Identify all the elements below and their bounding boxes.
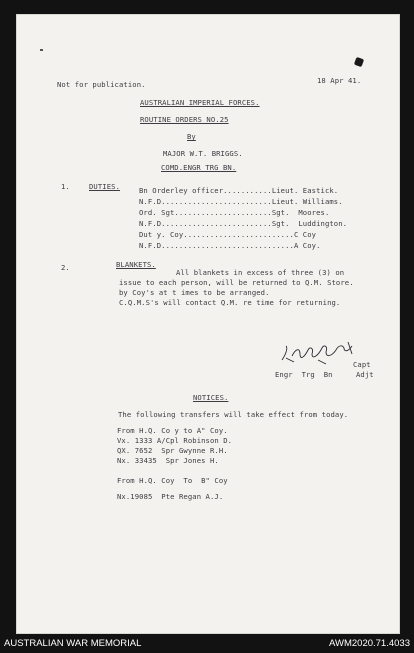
transfer-line: Nx. 33435 Spr Jones H. <box>117 456 219 465</box>
transfer-header: From H.Q. Co y to A" Coy. <box>117 426 228 435</box>
section-2-number: 2. <box>61 263 70 272</box>
archive-footer <box>0 634 414 653</box>
punch-hole-mark <box>354 57 364 67</box>
duty-line: N.F.D.........................Lieut. Williams. <box>139 197 343 206</box>
document-title: AUSTRALIAN IMPERIAL FORCES. <box>140 98 260 107</box>
blanket-line: by Coy's at t imes to be arranged. <box>119 288 270 297</box>
duty-line: Bn Orderley officer...........Lieut. Eastick. <box>139 186 339 195</box>
author-name: MAJOR W.T. BRIGGS. <box>163 149 243 158</box>
by-line: By <box>187 132 196 141</box>
section-1-heading: DUTIES. <box>89 182 120 191</box>
duty-line: N.F.D.........................Sgt. Luddington. <box>139 219 348 228</box>
duty-line: N.F.D..............................A Coy. <box>139 241 321 250</box>
blanket-line: All blankets in excess of three (3) on <box>176 268 345 277</box>
notices-heading: NOTICES. <box>193 393 229 402</box>
author-unit: COMD.ENGR TRG BN. <box>161 163 237 172</box>
transfer-line: QX. 7652 Spr Gwynne R.H. <box>117 446 228 455</box>
duty-line: Dut y. Coy.........................C Coy <box>139 230 317 239</box>
header-date: 18 Apr 41. <box>317 76 362 85</box>
blanket-line: issue to each person, will be returned to Q.M. Store. <box>119 278 354 287</box>
document-page <box>16 14 400 634</box>
paper-mark <box>40 49 43 51</box>
signature-role: Adjt <box>356 370 374 379</box>
order-title: ROUTINE ORDERS NO.25 <box>140 115 229 124</box>
transfer-line: Nx.19085 Pte Regan A.J. <box>117 492 224 501</box>
footer-institution: AUSTRALIAN WAR MEMORIAL <box>4 638 142 649</box>
header-left: Not for publication. <box>57 80 146 89</box>
section-1-number: 1. <box>61 182 70 191</box>
section-2-heading: BLANKETS. <box>116 260 156 269</box>
footer-accession-number: AWM2020.71.4033 <box>329 638 410 649</box>
transfer-line: Vx. 1333 A/Cpl Robinson D. <box>117 436 233 445</box>
signature-unit: Engr Trg Bn <box>275 370 333 379</box>
duty-line: Ord. Sgt......................Sgt. Moores. <box>139 208 330 217</box>
blanket-line: C.Q.M.S's will contact Q.M. re time for returning. <box>119 298 341 307</box>
signature-rank: Capt <box>353 360 371 369</box>
transfer-header: From H.Q. Coy To B" Coy <box>117 476 228 485</box>
notices-intro: The following transfers will take effect from today. <box>118 410 349 419</box>
